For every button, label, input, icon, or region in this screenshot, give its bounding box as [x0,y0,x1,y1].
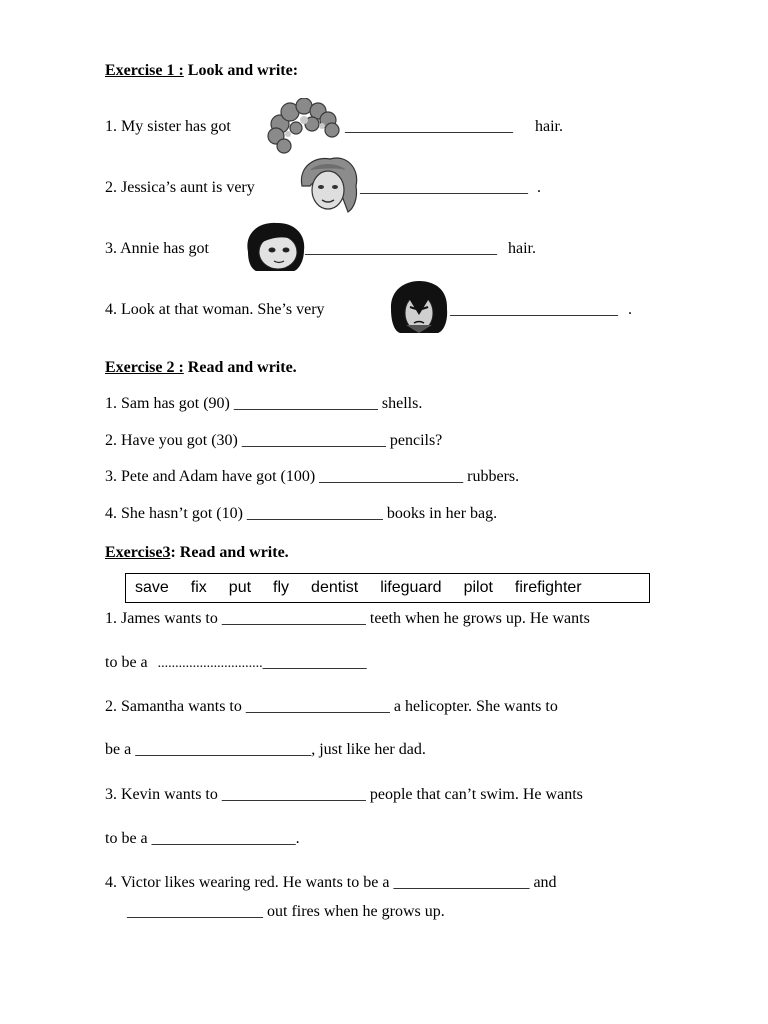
ex3-line-7: 4. Victor likes wearing red. He wants to be a _________________ and [105,874,557,891]
word-bank-item: lifeguard [380,579,442,596]
ex3-line-4: be a ______________________, just like her dad. [105,741,426,758]
ex1-item-3-end: hair. [508,240,536,257]
exercise-3-instruction: : Read and write. [170,544,289,561]
girl-face-icon [244,222,306,272]
ex2-item-2: 2. Have you got (30) __________________ pencils? [105,432,443,449]
word-bank-item: save [135,579,169,596]
word-bank-item: put [228,579,252,596]
ex2-item-4: 4. She hasn’t got (10) _________________ books in her bag. [105,505,498,522]
ex3-line-8: _________________ out fires when he grows up. [127,903,445,920]
word-bank-item: pilot [463,579,493,596]
ex3-line-3: 2. Samantha wants to __________________ a helicopter. She wants to [105,698,558,715]
ex1-item-3-text: 3. Annie has got [105,240,209,257]
word-bank-item: firefighter [514,579,582,596]
exercise-3-heading [105,544,289,562]
ex1-item-4-end: . [628,301,632,318]
word-bank-item: fly [273,579,290,596]
ex3-line-5: 3. Kevin wants to __________________ people that can’t swim. He wants [105,786,583,803]
exercise-2-instruction: Read and write. [183,359,297,376]
ex1-item-1-text: 1. My sister has got [105,118,231,135]
word-bank-item: fix [190,579,207,596]
curly-hair-icon [266,98,342,154]
ex1-item-1-end: hair. [535,118,563,135]
ex1-item-1-blank: _____________________ [345,118,513,135]
exercise-3-label: Exercise3 [105,544,171,561]
exercise-2-heading [105,359,297,377]
witch-face-icon [388,281,450,333]
ex1-item-4-text: 4. Look at that woman. She’s very [105,301,325,318]
exercise-1-instruction: Look and write: [183,62,299,79]
exercise-1-heading [105,62,298,80]
ex3-line-6: to be a __________________. [105,830,300,847]
ex3-line-1: 1. James wants to __________________ teeth when he grows up. He wants [105,610,590,627]
ex3-line-2-dots: .............................. [157,656,263,671]
ex1-item-4-blank: _____________________ [450,301,618,318]
exercise-2-label: Exercise 2 : [105,359,184,376]
woman-face-icon [296,156,360,214]
ex3-line-2-underscores: _____________ [262,654,367,671]
ex2-item-3: 3. Pete and Adam have got (100) __________________ rubbers. [105,468,520,485]
ex3-line-2 [105,654,367,673]
exercise-1-label: Exercise 1 : [105,62,184,79]
ex2-item-1: 1. Sam has got (90) __________________ shells. [105,395,423,412]
word-bank-item: dentist [311,579,359,596]
ex1-item-2-text: 2. Jessica’s aunt is very [105,179,255,196]
ex1-item-2-blank: _____________________ [360,179,528,196]
ex1-item-2-end: . [537,179,541,196]
word-bank [125,573,650,603]
ex3-line-2-text: to be a [105,654,148,671]
ex1-item-3-blank: ________________________ [305,240,497,257]
